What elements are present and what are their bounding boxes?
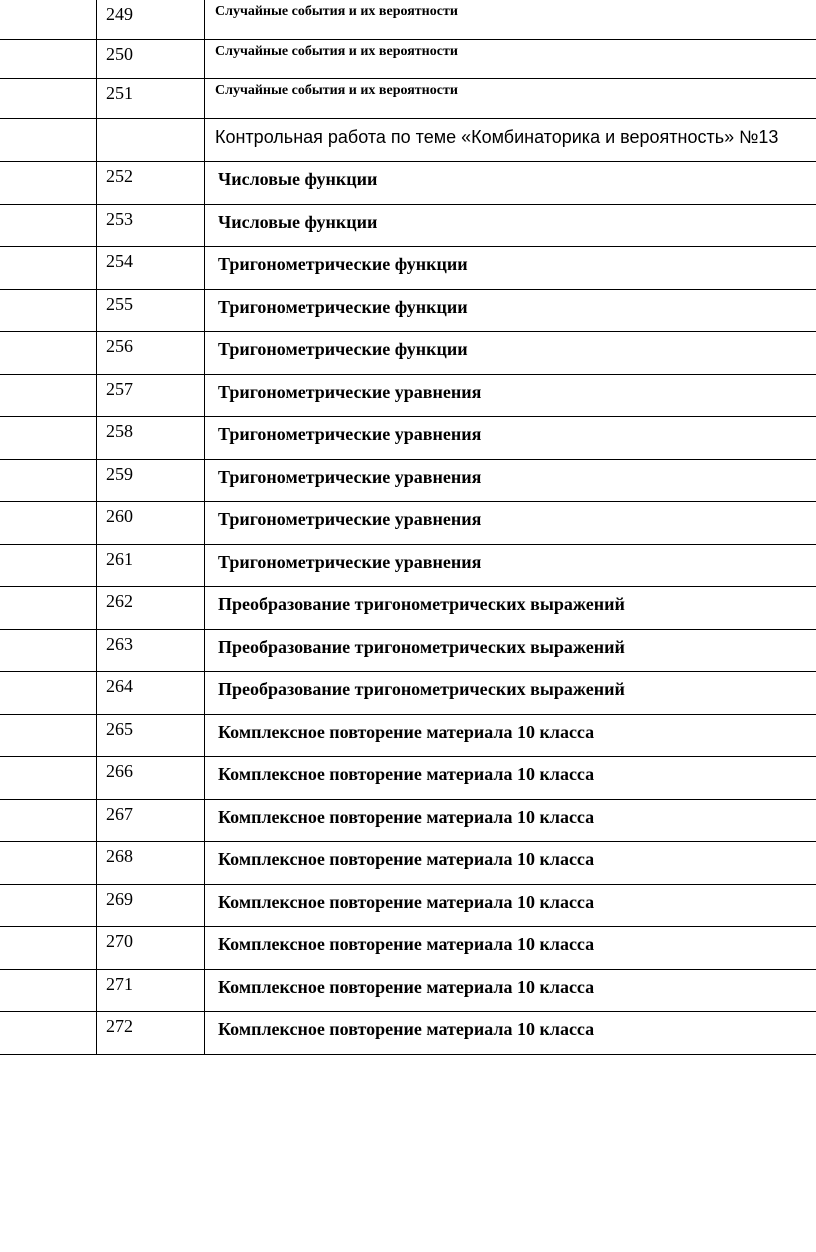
- lesson-number: 269: [97, 884, 205, 927]
- lesson-topic: Комплексное повторение материала 10 класса: [205, 757, 816, 800]
- table-row: [0, 332, 816, 375]
- table-row: [0, 714, 816, 757]
- lesson-number: 266: [97, 757, 205, 800]
- table-row: [0, 374, 816, 417]
- lesson-number: 262: [97, 587, 205, 630]
- blank-cell: [0, 799, 97, 842]
- table-row: [0, 39, 816, 79]
- lesson-number: [97, 118, 205, 162]
- lesson-topic: Комплексное повторение материала 10 класса: [205, 884, 816, 927]
- lesson-number: 271: [97, 969, 205, 1012]
- blank-cell: [0, 714, 97, 757]
- table-row: [0, 502, 816, 545]
- lesson-number: 249: [97, 0, 205, 39]
- lesson-topic: Комплексное повторение материала 10 класса: [205, 969, 816, 1012]
- blank-cell: [0, 332, 97, 375]
- lesson-number: 259: [97, 459, 205, 502]
- lesson-topic: Комплексное повторение материала 10 класса: [205, 1012, 816, 1055]
- blank-cell: [0, 374, 97, 417]
- blank-cell: [0, 289, 97, 332]
- lesson-topic: Тригонометрические уравнения: [205, 374, 816, 417]
- table-row: [0, 969, 816, 1012]
- table-row: [0, 459, 816, 502]
- blank-cell: [0, 118, 97, 162]
- lesson-number: 264: [97, 672, 205, 715]
- blank-cell: [0, 1012, 97, 1055]
- lesson-number: 250: [97, 39, 205, 79]
- lesson-topic: Тригонометрические уравнения: [205, 417, 816, 460]
- lesson-number: 272: [97, 1012, 205, 1055]
- lesson-topic: Случайные события и их вероятности: [205, 0, 816, 39]
- table-row: [0, 0, 816, 39]
- lesson-number: 253: [97, 204, 205, 247]
- blank-cell: [0, 544, 97, 587]
- lesson-number: 252: [97, 162, 205, 205]
- control-work-title: Контрольная работа по теме «Комбинаторика и вероятность» №13: [205, 118, 816, 162]
- lesson-topic: Числовые функции: [205, 204, 816, 247]
- lesson-number: 267: [97, 799, 205, 842]
- lesson-topic: Случайные события и их вероятности: [205, 39, 816, 79]
- lesson-topic: Тригонометрические уравнения: [205, 502, 816, 545]
- lesson-topic: Тригонометрические уравнения: [205, 459, 816, 502]
- lesson-topic: Тригонометрические функции: [205, 332, 816, 375]
- lesson-number: 260: [97, 502, 205, 545]
- table-row: [0, 118, 816, 162]
- blank-cell: [0, 79, 97, 119]
- table-row: [0, 289, 816, 332]
- table-row: [0, 629, 816, 672]
- lesson-number: 254: [97, 247, 205, 290]
- lesson-number: 256: [97, 332, 205, 375]
- lesson-number: 257: [97, 374, 205, 417]
- blank-cell: [0, 39, 97, 79]
- lesson-topic: Преобразование тригонометрических выражений: [205, 629, 816, 672]
- lesson-topic: Преобразование тригонометрических выражений: [205, 672, 816, 715]
- table-row: [0, 204, 816, 247]
- blank-cell: [0, 417, 97, 460]
- lesson-number: 270: [97, 927, 205, 970]
- table-row: [0, 417, 816, 460]
- lesson-topic: Тригонометрические функции: [205, 289, 816, 332]
- blank-cell: [0, 629, 97, 672]
- lesson-number: 268: [97, 842, 205, 885]
- blank-cell: [0, 247, 97, 290]
- blank-cell: [0, 587, 97, 630]
- table-row: [0, 1012, 816, 1055]
- lesson-topic: Преобразование тригонометрических выражений: [205, 587, 816, 630]
- lesson-number: 258: [97, 417, 205, 460]
- table-row: [0, 247, 816, 290]
- lesson-topic: Случайные события и их вероятности: [205, 79, 816, 119]
- blank-cell: [0, 459, 97, 502]
- lesson-topic: Комплексное повторение материала 10 класса: [205, 799, 816, 842]
- lesson-topic: Тригонометрические уравнения: [205, 544, 816, 587]
- table-row: [0, 79, 816, 119]
- blank-cell: [0, 162, 97, 205]
- table-row: [0, 884, 816, 927]
- table-row: [0, 544, 816, 587]
- blank-cell: [0, 842, 97, 885]
- lesson-number: 265: [97, 714, 205, 757]
- table-row: [0, 162, 816, 205]
- table-row: [0, 842, 816, 885]
- lesson-topic: Тригонометрические функции: [205, 247, 816, 290]
- lesson-number: 251: [97, 79, 205, 119]
- lesson-topic: Комплексное повторение материала 10 класса: [205, 714, 816, 757]
- table-row: [0, 757, 816, 800]
- lesson-number: 263: [97, 629, 205, 672]
- blank-cell: [0, 884, 97, 927]
- blank-cell: [0, 969, 97, 1012]
- table-row: [0, 672, 816, 715]
- lesson-number: 255: [97, 289, 205, 332]
- table-row: [0, 799, 816, 842]
- lesson-topic: Комплексное повторение материала 10 класса: [205, 927, 816, 970]
- blank-cell: [0, 757, 97, 800]
- blank-cell: [0, 204, 97, 247]
- lesson-topic: Числовые функции: [205, 162, 816, 205]
- lesson-topic: Комплексное повторение материала 10 класса: [205, 842, 816, 885]
- blank-cell: [0, 0, 97, 39]
- blank-cell: [0, 927, 97, 970]
- table-row: [0, 927, 816, 970]
- lesson-number: 261: [97, 544, 205, 587]
- table-row: [0, 587, 816, 630]
- blank-cell: [0, 672, 97, 715]
- blank-cell: [0, 502, 97, 545]
